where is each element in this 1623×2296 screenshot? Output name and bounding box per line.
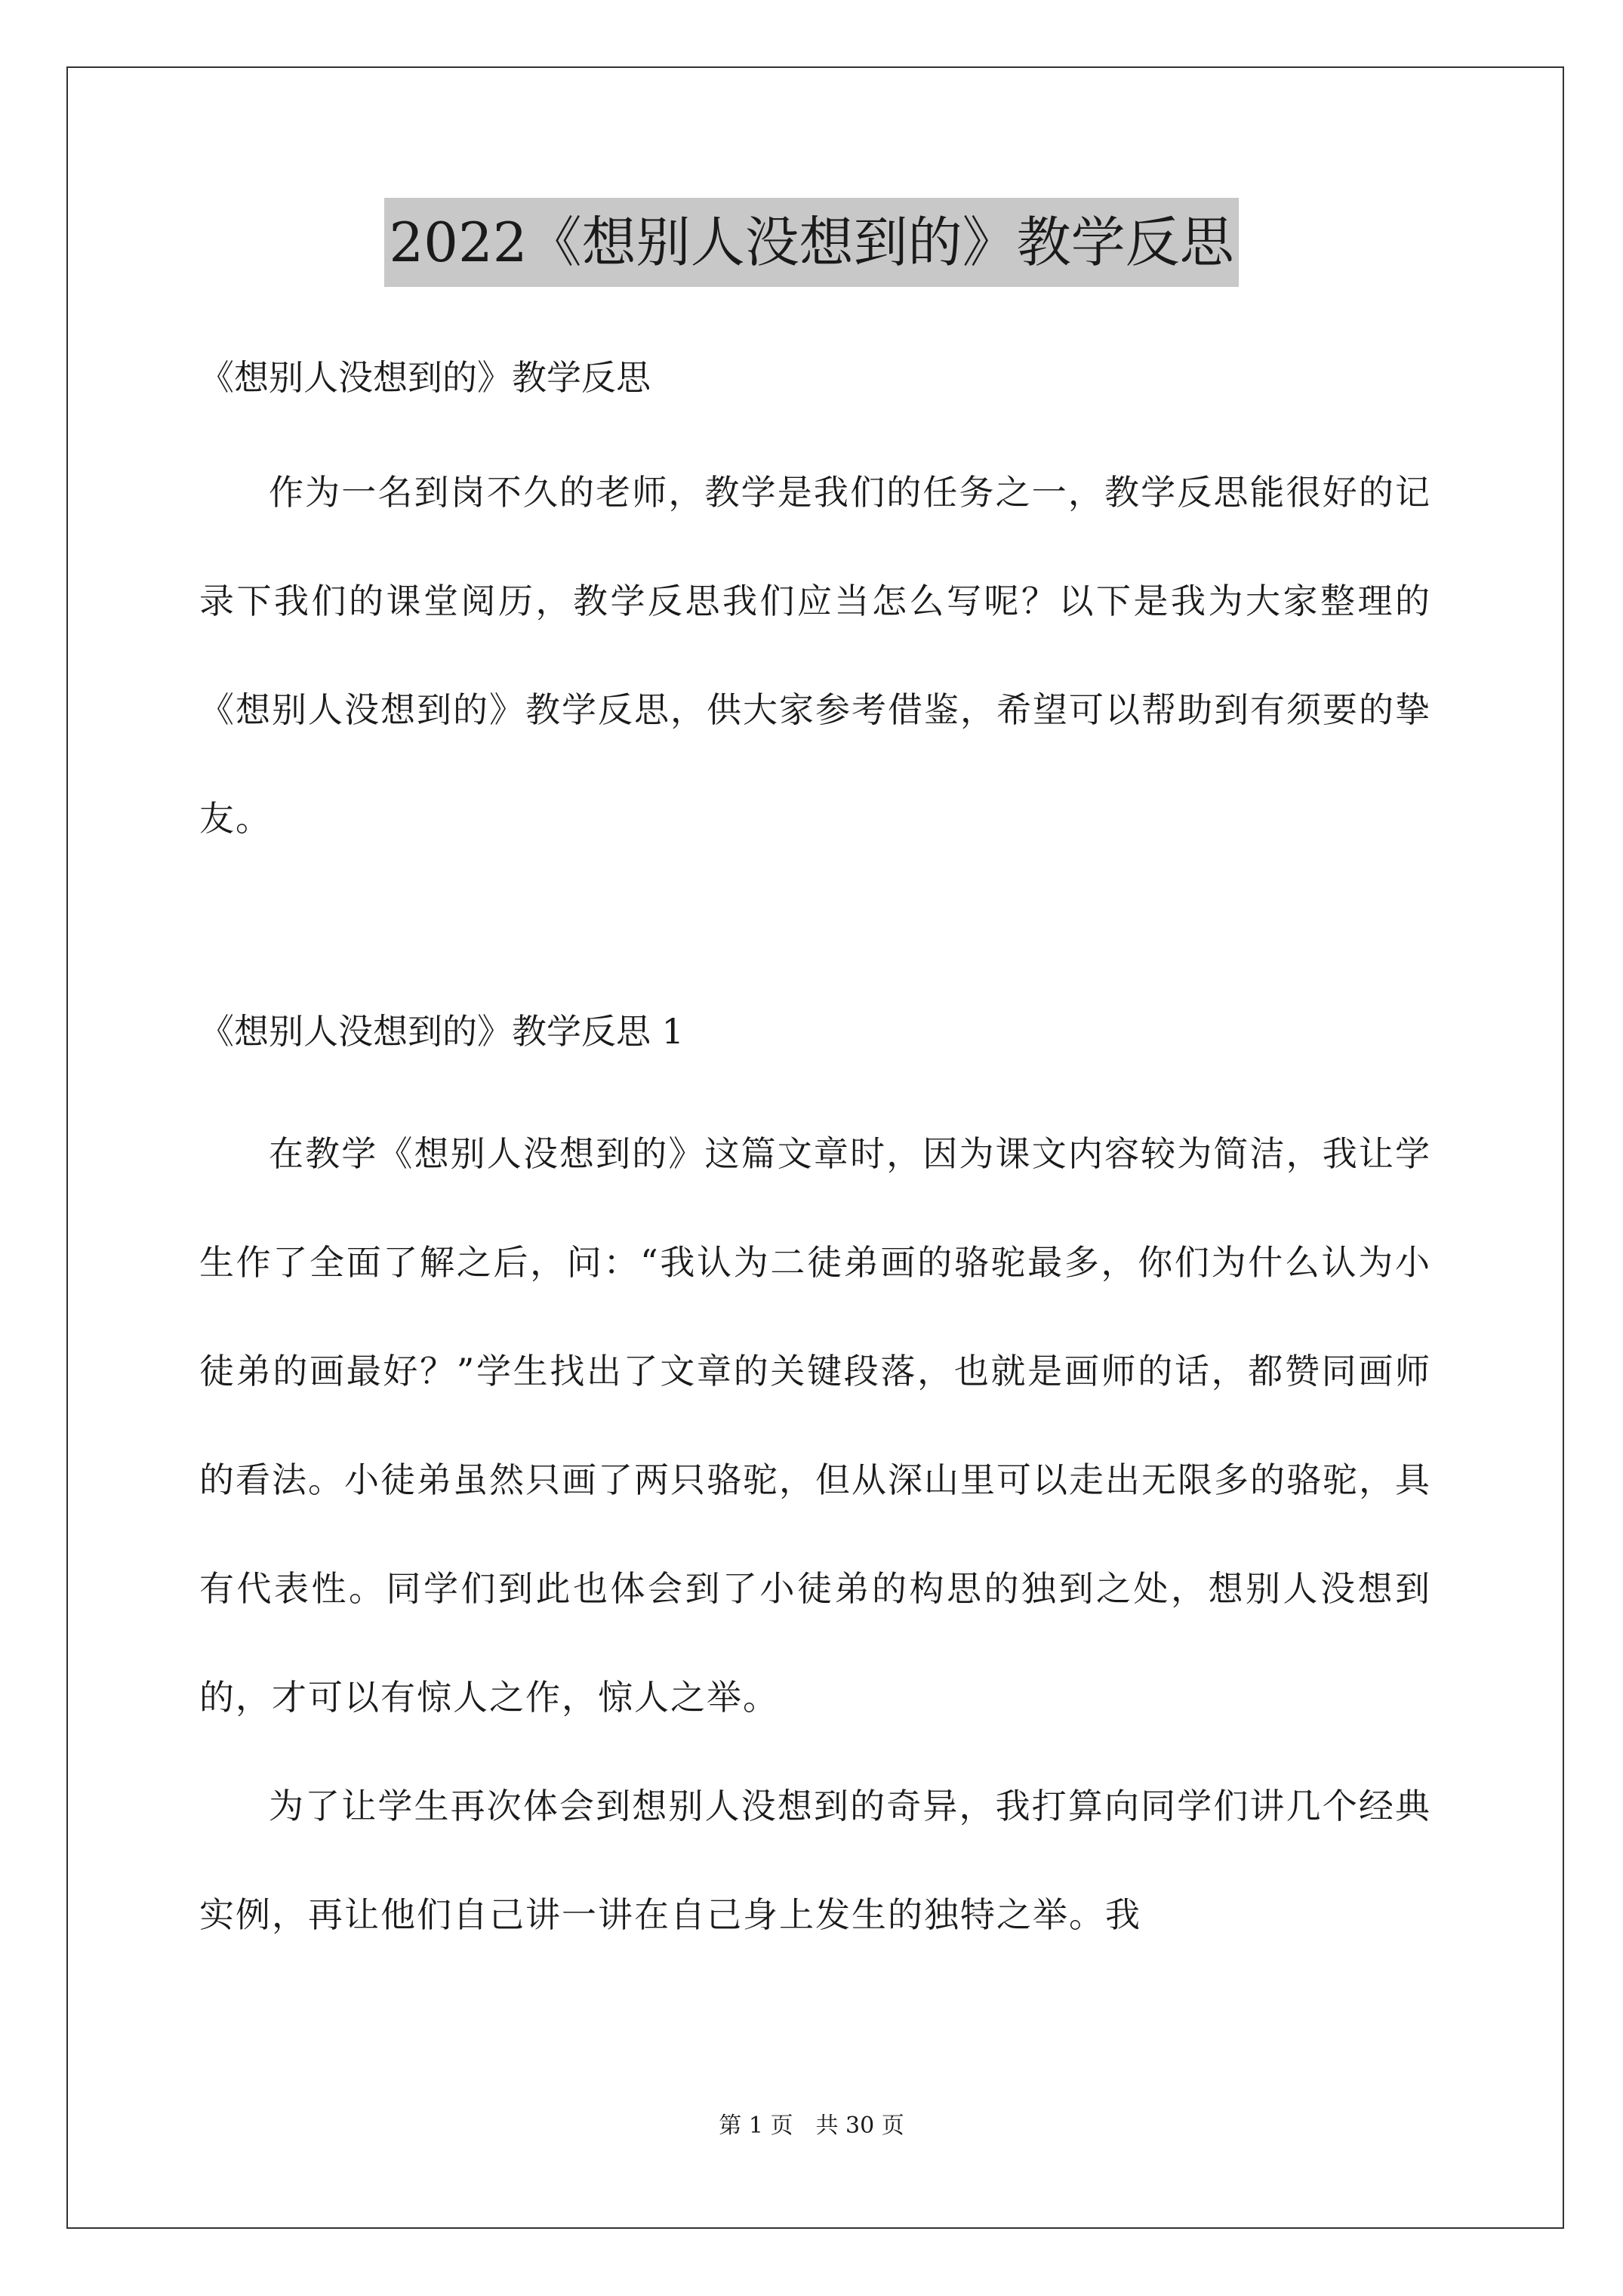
title-container: [0, 198, 1623, 287]
section-heading-1: 《想别人没想到的》教学反思 1: [199, 1011, 684, 1052]
body-paragraph-1: 在教学《想别人没想到的》这篇文章时，因为课文内容较为简洁，我让学生作了全面了解之后，问：“我认为二徒弟画的骆驼最多，你们为什么认为小徒弟的画最好？”学生找出了文章的关键段落，也就是画师的话，都赞同画师的看法。小徒弟虽然只画了两只骆驼，但从深山里可以走出无限多的骆驼，具有代表性。同学们到此也体会到了小徒弟的构思的独到之处，想别人没想到的，才可以有惊人之作，惊人之举。: [199, 1133, 1431, 1718]
body-paragraph-2: 为了让学生再次体会到想别人没想到的奇异，我打算向同学们讲几个经典实例，再让他们自己讲一讲在自己身上发生的独特之举。我: [199, 1786, 1431, 1935]
intro-paragraph: 作为一名到岗不久的老师，教学是我们的任务之一，教学反思能很好的记录下我们的课堂阅历，教学反思我们应当怎么写呢？以下是我为大家整理的《想别人没想到的》教学反思，供大家参考借鉴，希望可以帮助到有须要的挚友。: [199, 472, 1431, 839]
page-footer: 第 1 页 共 30 页: [719, 2113, 904, 2139]
document-title: 2022《想别人没想到的》教学反思: [384, 198, 1238, 287]
section-heading-intro: 《想别人没想到的》教学反思: [199, 357, 651, 398]
document-body: [199, 340, 1431, 1969]
